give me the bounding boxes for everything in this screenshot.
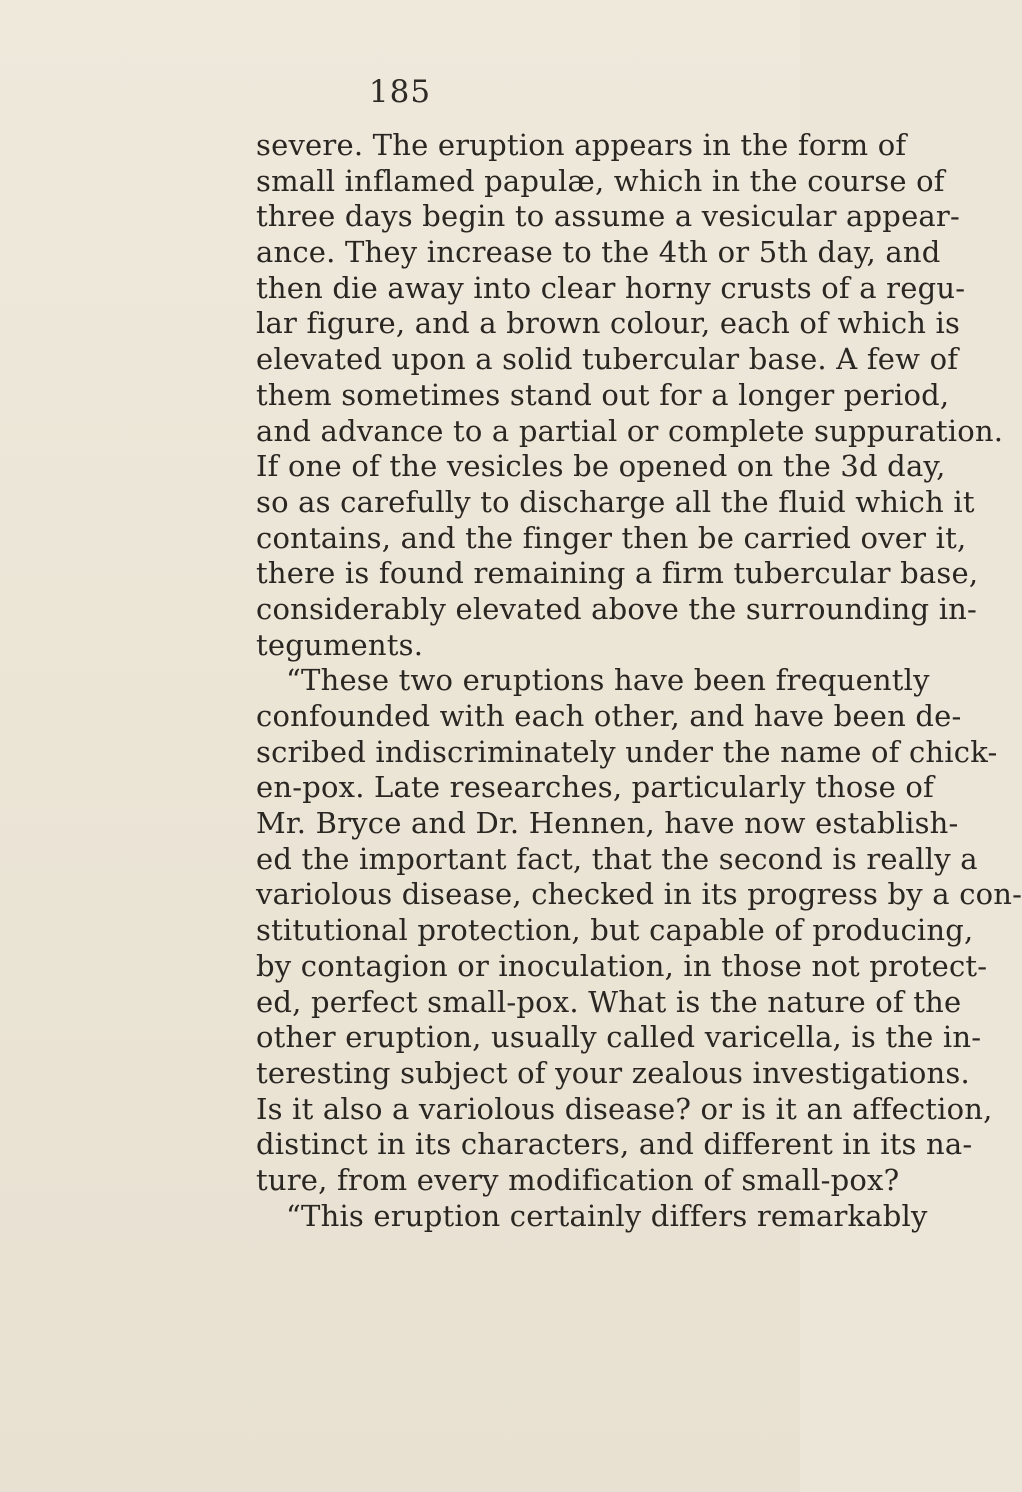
text-line: confounded with each other, and have been de- <box>256 699 962 733</box>
paragraph-start-line: “These two eruptions have been frequently <box>286 663 930 698</box>
paragraph-end-line: teguments. <box>256 627 424 662</box>
text-line: other eruption, usually called varicella, is the in- <box>256 1020 982 1055</box>
text-line: then die away into clear horny crusts of a regu- <box>256 270 966 305</box>
text-line: elevated upon a solid tubercular base. A few of <box>256 342 959 377</box>
text-line: variolous disease, checked in its progress by a con- <box>256 877 1022 912</box>
text-line: ed the important fact, that the second is really a <box>256 841 978 876</box>
text-line: lar figure, and a brown colour, each of which is <box>256 306 961 341</box>
text-line: ance. They increase to the 4th or 5th day, and <box>256 235 941 270</box>
text-line: Is it also a variolous disease? or is it an affection, <box>256 1091 993 1126</box>
paragraph-start-line: “This eruption certainly differs remarkably <box>286 1198 928 1233</box>
text-line: teresting subject of your zealous investigations. <box>256 1055 970 1090</box>
text-line: ed, perfect small-pox. What is the nature of the <box>256 984 962 1019</box>
text-line: considerably elevated above the surrounding in- <box>256 591 978 626</box>
text-line: and advance to a partial or complete suppuration. <box>256 413 1004 448</box>
text-line: contains, and the finger then be carried over it, <box>256 520 967 555</box>
text-line: so as carefully to discharge all the fluid which it <box>256 484 975 519</box>
body-text <box>256 128 1022 1234</box>
text-line: by contagion or inoculation, in those not protect- <box>256 948 988 983</box>
text-line: If one of the vesicles be opened on the 3d day, <box>256 449 946 484</box>
text-line: three days begin to assume a vesicular appear- <box>256 199 960 234</box>
text-line: scribed indiscriminately under the name of chick- <box>256 734 998 769</box>
text-line: severe. The eruption appears in the form of <box>256 128 907 162</box>
text-line: small inflamed papulæ, which in the course of <box>256 163 945 198</box>
paragraph-end-line: ture, from every modification of small-pox? <box>256 1162 900 1197</box>
text-line: distinct in its characters, and different in its na- <box>256 1127 973 1162</box>
text-line: en-pox. Late researches, particularly those of <box>256 770 934 805</box>
text-line: Mr. Bryce and Dr. Hennen, have now establish- <box>256 806 959 841</box>
text-line: them sometimes stand out for a longer period, <box>256 377 950 412</box>
page-number: 185 <box>368 74 432 110</box>
text-line: there is found remaining a firm tubercular base, <box>256 556 979 591</box>
text-line: stitutional protection, but capable of producing, <box>256 913 974 948</box>
